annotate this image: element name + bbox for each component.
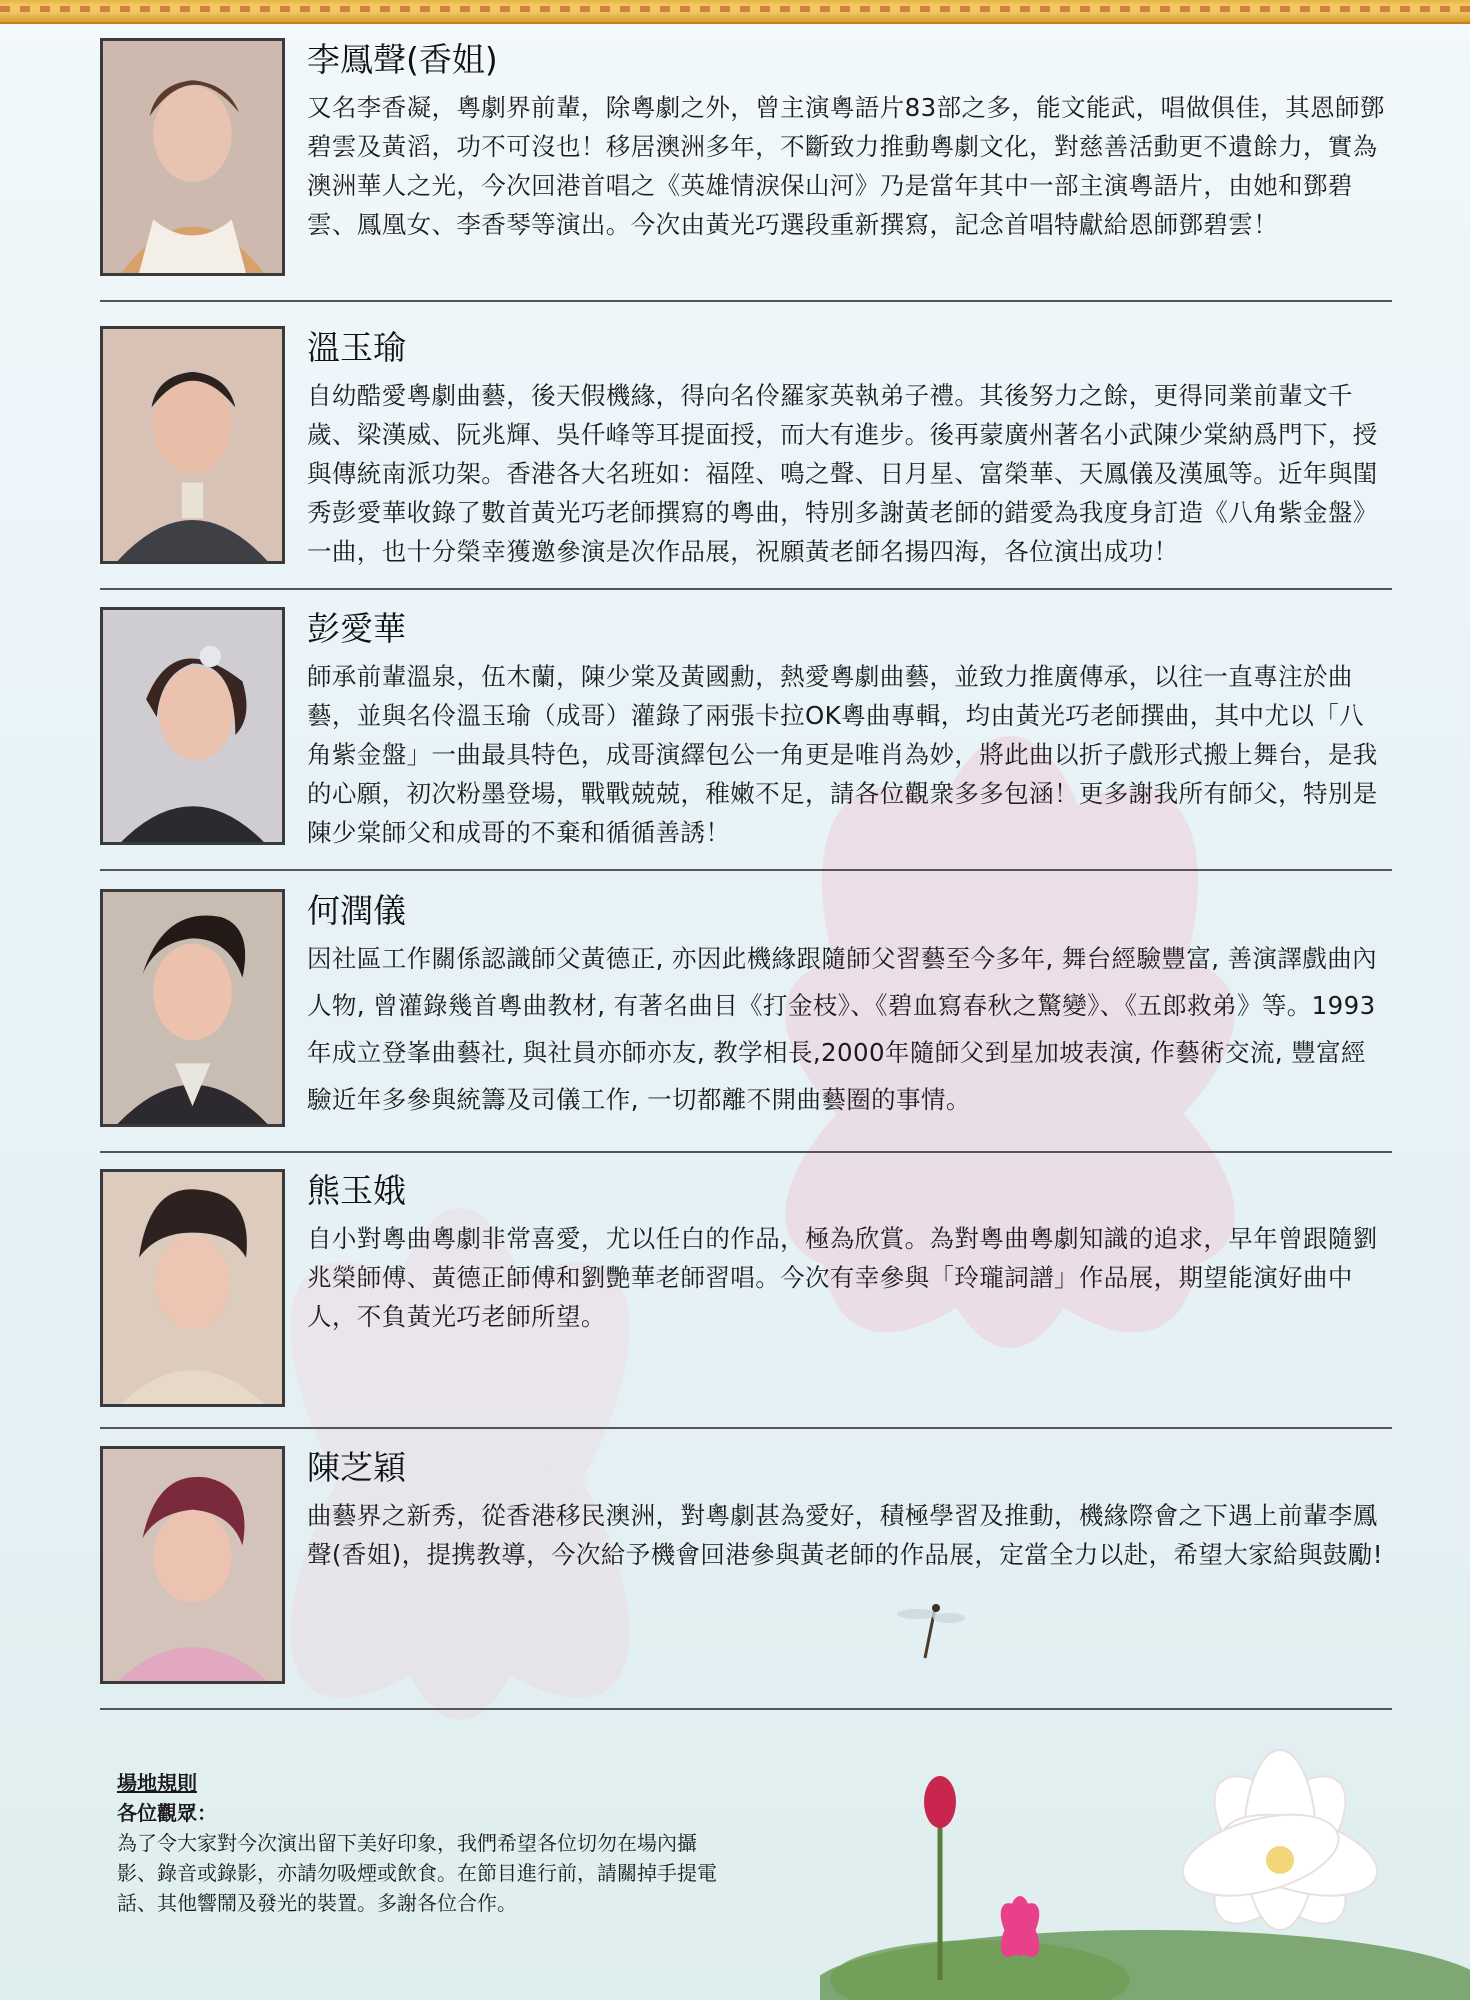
portrait-photo bbox=[100, 326, 285, 564]
profile-card bbox=[100, 326, 1392, 590]
performer-name: 何潤儀 bbox=[307, 891, 406, 930]
performer-name: 陳芝穎 bbox=[307, 1448, 406, 1487]
portrait-photo bbox=[100, 38, 285, 276]
performer-bio: 曲藝界之新秀，從香港移民澳洲，對粵劇甚為愛好，積極學習及推動，機緣際會之下遇上前輩李鳳聲(香姐)，提携教導，今次給予機會回港參與黃老師的作品展，定當全力以赴，希望大家給與鼓勵! bbox=[307, 1501, 1383, 1569]
performer-name: 溫玉瑜 bbox=[307, 328, 406, 367]
lotus-flower-icon bbox=[820, 1740, 1470, 2000]
venue-rules bbox=[117, 1768, 757, 1918]
performer-bio: 自小對粵曲粵劇非常喜愛，尤以任白的作品，極為欣賞。為對粵曲粵劇知識的追求，早年曾跟隨劉兆榮師傅、黃德正師傅和劉艷華老師習唱。今次有幸參與「玲瓏詞譜」作品展，期望能演好曲中人，不負黃光巧老師所望。 bbox=[307, 1224, 1378, 1331]
profile-card bbox=[100, 1446, 1392, 1710]
profile-card bbox=[100, 1169, 1392, 1429]
performer-bio: 自幼酷愛粵劇曲藝，後天假機緣，得向名伶羅家英執弟子禮。其後努力之餘，更得同業前輩文千歲、梁漢威、阮兆輝、吳仟峰等耳提面授，而大有進步。後再蒙廣州著名小武陳少棠納爲門下，授與傳統南派功架。香港各大名班如：福陞、鳴之聲、日月星、富榮華、天鳳儀及漢風等。近年與閨秀彭愛華收錄了數首黃光巧老師撰寫的粵曲，特別多謝黃老師的錯愛為我度身訂造《八角紫金盤》一曲，也十分榮幸獲邀參演是次作品展，祝願黃老師名揚四海，各位演出成功！ bbox=[307, 381, 1378, 566]
portrait-photo bbox=[100, 889, 285, 1127]
portrait-photo bbox=[100, 1446, 285, 1684]
performer-bio: 又名李香凝，粵劇界前輩，除粵劇之外，曾主演粵語片83部之多，能文能武，唱做俱佳，其恩師鄧碧雲及黃滔，功不可沒也！移居澳洲多年，不斷致力推動粵劇文化，對慈善活動更不遺餘力，實為澳洲華人之光，今次回港首唱之《英雄情淚保山河》乃是當年其中一部主演粵語片，由她和鄧碧雲、鳳凰女、李香琴等演出。今次由黃光巧選段重新撰寫，記念首唱特獻給恩師鄧碧雲！ bbox=[307, 93, 1385, 239]
decorative-top-border bbox=[0, 0, 1470, 24]
profile-card bbox=[100, 38, 1392, 302]
performer-name: 熊玉娥 bbox=[307, 1171, 406, 1210]
rules-greeting: 各位觀眾： bbox=[117, 1801, 217, 1825]
performer-name: 彭愛華 bbox=[307, 609, 406, 648]
portrait-photo bbox=[100, 1169, 285, 1407]
performer-bio: 師承前輩溫泉，伍木蘭，陳少棠及黃國勳，熱愛粵劇曲藝，並致力推廣傳承，以往一直專注於曲藝，並與名伶溫玉瑜（成哥）灌錄了兩張卡拉OK粵曲專輯，均由黃光巧老師撰曲，其中尤以「八角紫金盤」一曲最具特色，成哥演繹包公一角更是唯肖為妙，將此曲以折子戲形式搬上舞台，是我的心願，初次粉墨登場，戰戰兢兢，稚嫩不足，請各位觀衆多多包涵！更多謝我所有師父，特別是陳少棠師父和成哥的不棄和循循善誘！ bbox=[307, 662, 1378, 847]
rules-title: 場地規則 bbox=[117, 1771, 197, 1795]
performer-name: 李鳳聲(香姐) bbox=[307, 40, 498, 79]
rules-text: 為了令大家對今次演出留下美好印象，我們希望各位切勿在場內攝影、錄音或錄影，亦請勿吸煙或飲食。在節目進行前，請關掉手提電話、其他響鬧及發光的裝置。多謝各位合作。 bbox=[117, 1831, 717, 1915]
profile-card bbox=[100, 607, 1392, 871]
profile-card bbox=[100, 889, 1392, 1153]
portrait-photo bbox=[100, 607, 285, 845]
performer-bio: 因社區工作關係認識師父黃德正, 亦因此機緣跟隨師父習藝至今多年, 舞台經驗豐富, 善演譯戲曲內人物, 曾灌錄幾首粵曲教材, 有著名曲目《打金枝》、《碧血寫春秋之驚變》、《五郎救弟》等。1993年成立登峯曲藝社, 與社員亦師亦友, 教学相長,2000年隨師父到星加坡表演, 作藝術交流, 豐富經驗近年多參與統籌及司儀工作, 一切都離不開曲藝圈的事情。 bbox=[307, 944, 1378, 1114]
